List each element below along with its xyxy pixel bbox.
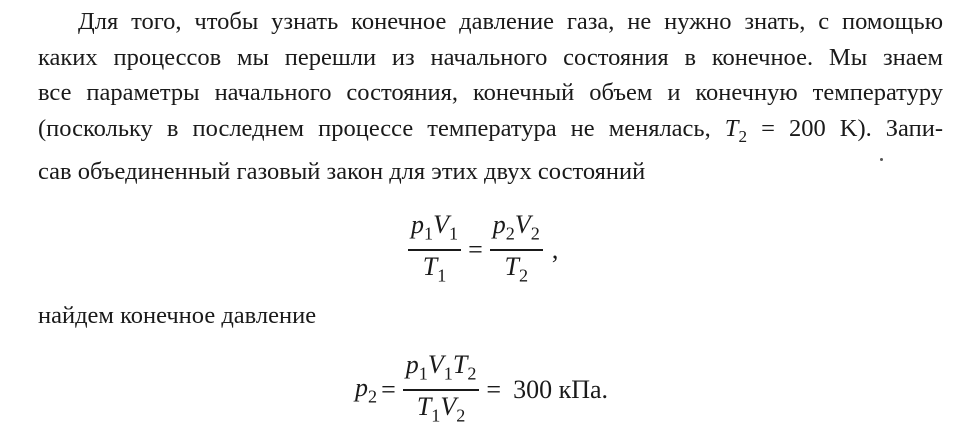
combined-gas-law-equation [405,210,558,290]
scan-speck [880,158,883,161]
trailing-comma: , [551,235,559,265]
fraction-bar [403,389,480,391]
equals-sign: = [468,235,483,265]
pressure-fraction [403,350,480,430]
explanation-paragraph [38,4,943,190]
paragraph-line: Для того, чтобы узнать конечное давление газа, не нужно знать, с помощью [78,8,943,35]
fraction-bar [408,249,461,251]
fraction-numerator: $p_1V_1T_2$ [405,350,477,384]
lhs-pressure: $p_2$ [355,372,378,407]
paragraph-line [38,111,943,155]
connecting-text: найдем конечное давление [38,302,317,329]
equals-sign: = [381,375,396,405]
temperature-symbol: T [724,114,739,142]
fraction-numerator: $p_2V_2$ [492,210,540,244]
fraction-denominator: $T_1$ [422,251,447,286]
subscript: 2 [738,126,748,146]
fraction-denominator: $T_1V_2$ [416,391,466,426]
equals-sign: = [486,375,502,405]
left-fraction [408,210,461,290]
paragraph-line: сав объединенный газовый закон для этих двух состояний [38,158,646,186]
paragraph-line: все параметры начального состояния, конечный объем и конечную температуру [38,79,943,107]
fraction-numerator: $p_1V_1$ [411,210,459,244]
right-fraction [490,210,543,290]
paragraph-line: каких процессов мы перешли из начального состояния в конечное. Мы знаем [38,43,943,71]
paragraph-text: = 200 K). Запи- [761,114,943,142]
result-value: 300 кПа. [513,375,609,405]
final-pressure-equation [355,350,608,430]
paragraph-text: (поскольку в последнем процессе температура не менялась, [38,114,711,142]
fraction-denominator: $T_2$ [504,251,529,286]
fraction-bar [490,249,543,251]
